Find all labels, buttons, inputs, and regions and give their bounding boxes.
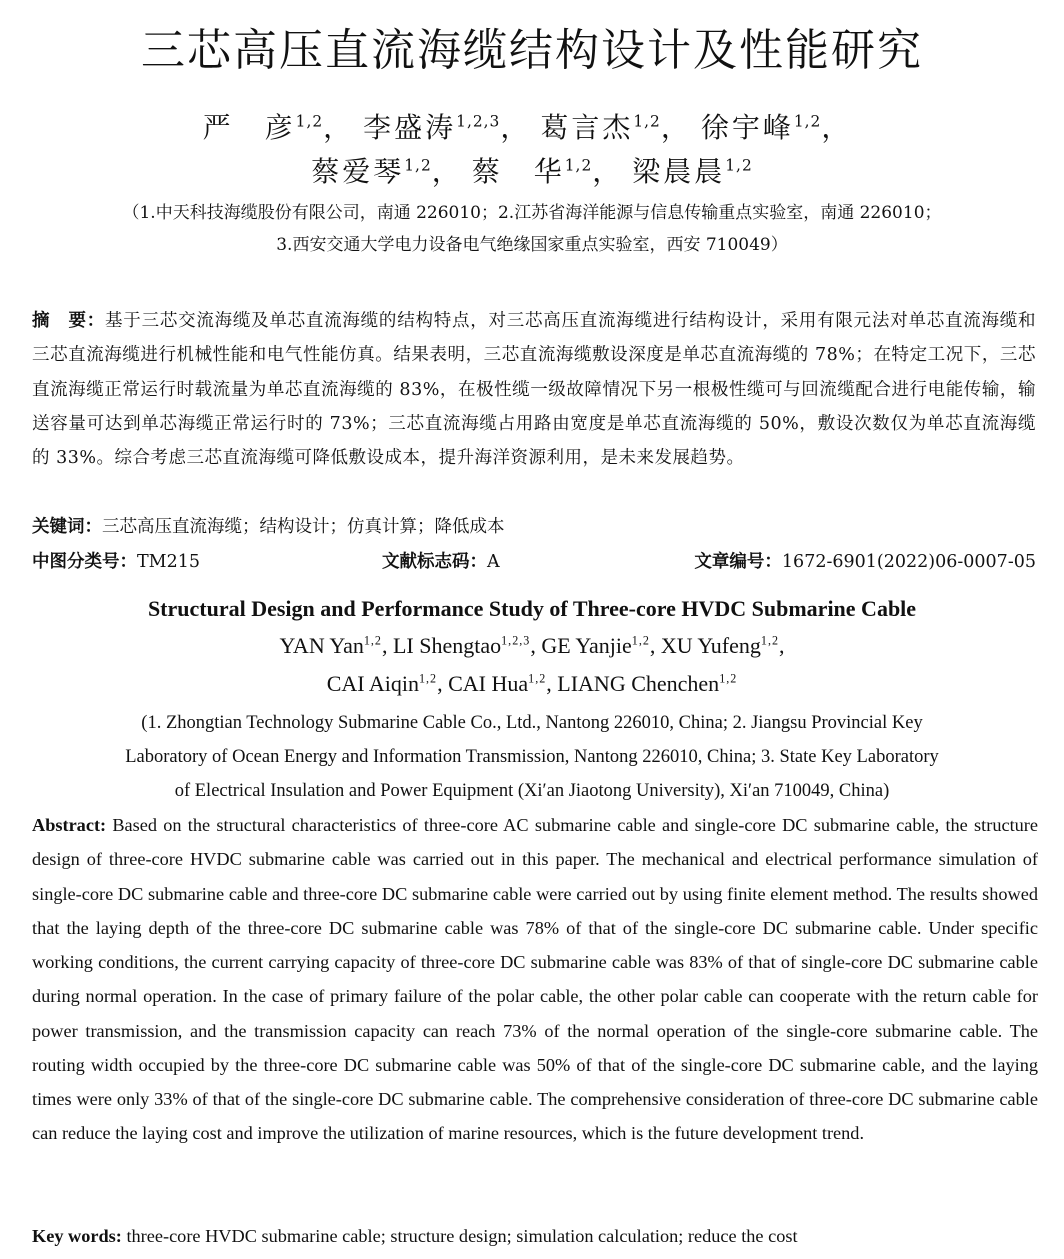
clc-number: 中图分类号：TM215 <box>32 552 200 572</box>
document-code: 文献标志码：A <box>382 552 500 572</box>
en-title: Structural Design and Performance Study of Three-core HVDC Submarine Cable <box>147 596 917 621</box>
cn-classification-row <box>32 545 1036 579</box>
cn-author-4: 徐宇峰$^{1,2}$ <box>700 111 822 144</box>
cn-author-1: 严 彦$^{1,2}$ <box>202 111 324 144</box>
cn-title: 三芯高压直流海缆结构设计及性能研究 <box>141 25 923 76</box>
en-abstract <box>32 808 1038 1151</box>
en-authors-line1: YAN Yan$^{1,2}$, LI Shengtao$^{1,2,3}$, GE Yanjie$^{1,2}$, XU Yufeng$^{1,2}$, <box>279 633 785 658</box>
en-author-3: GE Yanjie$^{1,2}$ <box>541 633 650 658</box>
en-author-4: XU Yufeng$^{1,2}$ <box>660 633 780 658</box>
en-author-2: LI Shengtao$^{1,2,3}$ <box>392 633 531 658</box>
cn-author-5: 蔡爱琴$^{1,2}$ <box>311 155 432 188</box>
en-affiliation-line3: of Electrical Insulation and Power Equipment (Xi′an Jiaotong University), Xi′an 710049, China) <box>174 781 890 801</box>
cn-keywords-text: 三芯高压直流海缆；结构设计；仿真计算；降低成本 <box>102 517 505 537</box>
cn-abstract <box>32 304 1036 475</box>
cn-author-6: 蔡 华$^{1,2}$ <box>471 155 593 188</box>
cn-authors-line1: 严 彦$^{1,2}$， 李盛涛$^{1,2,3}$， 葛言杰$^{1,2}$， 徐宇峰$^{1,2}$， <box>202 111 853 144</box>
en-author-7: LIANG Chenchen$^{1,2}$ <box>557 671 738 696</box>
cn-abstract-text: 基于三芯交流海缆及单芯直流海缆的结构特点，对三芯高压直流海缆进行结构设计，采用有限元法对单芯直流海缆和三芯直流海缆进行机械性能和电气性能仿真。结果表明，三芯直流海缆敷设深度是单芯直流海缆的 78%；在特定工况下，三芯直流海缆正常运行时载流量为单芯直流海缆的 83%，在极性缆一级故障情况下另一根极性缆可与回流缆配合进行电能传输，输送容量可达到单芯海缆正常运行时的 73%；三芯直流海缆占用路由宽度是单芯直流海缆的 50%，敷设次数仅为单芯直流海缆的 33%。综合考虑三芯直流海缆可降低敷设成本，提升海洋资源利用，是未来发展趋势。 <box>32 311 1037 469</box>
cn-author-7: 梁晨晨$^{1,2}$ <box>632 155 753 188</box>
en-author-6: CAI Hua$^{1,2}$ <box>448 671 547 696</box>
cn-author-3: 葛言杰$^{1,2}$ <box>540 111 661 144</box>
en-authors-line2: CAI Aiqin$^{1,2}$, CAI Hua$^{1,2}$, LIANG Chenchen$^{1,2}$ <box>326 671 738 696</box>
cn-keywords-label: 关键词： <box>32 517 102 537</box>
cn-abstract-label: 摘 要： <box>32 311 106 331</box>
cn-author-2: 李盛涛$^{1,2,3}$ <box>363 111 501 144</box>
cn-affiliation-line2: 3.西安交通大学电力设备电气绝缘国家重点实验室，西安 710049） <box>276 235 788 255</box>
en-keywords <box>32 1219 1038 1253</box>
en-author-1: YAN Yan$^{1,2}$ <box>279 633 382 658</box>
cn-keywords <box>32 510 1036 544</box>
cn-affiliation-line1: （1.中天科技海缆股份有限公司，南通 226010；2.江苏省海洋能源与信息传输重点实验室，南通 226010； <box>122 203 942 223</box>
article-number: 文章编号：1672-6901(2022)06-0007-05 <box>694 552 1036 572</box>
en-keywords-text: three-core HVDC submarine cable; structure design; simulation calculation; reduce the cost <box>121 1226 798 1246</box>
en-affiliation-line1: (1. Zhongtian Technology Submarine Cable Co., Ltd., Nantong 226010, China; 2. Jiangsu Provincial Key <box>141 713 923 733</box>
en-keywords-label: Key words: <box>32 1226 122 1246</box>
en-affiliation-line2: Laboratory of Ocean Energy and Information Transmission, Nantong 226010, China; 3. State Key Laboratory <box>125 747 939 767</box>
cn-authors-line2: 蔡爱琴$^{1,2}$， 蔡 华$^{1,2}$， 梁晨晨$^{1,2}$ <box>311 155 753 188</box>
en-abstract-text: Based on the structural characteristics of three-core AC submarine cable and single-core DC submarine cable, the structure design of three-core HVDC submarine cable was carried out in this paper. The mechanical and electrical performance simulation of single-core DC submarine cable and three-core DC submarine cable were carried out by using finite element method. The results showed that the laying depth of the three-core DC submarine cable was 78% of that of the single-core DC submarine cable. Under specific working conditions, the current carrying capacity of three-core DC submarine cable was 83% of that of single-core DC submarine cable during normal operation. In the case of primary failure of the polar cable, the other polar cable can cooperate with the return cable for power transmission, and the transmission capacity can reach 73% of the normal operation of the single-core submarine cable. The routing width occupied by the three-core DC submarine cable was 50% of that of the single-core DC submarine cable, and the laying times were only 33% of that of the single-core DC submarine cable. The comprehensive consideration of three-core DC submarine cable can reduce the laying cost and improve the utilization of marine resources, which is the future development trend. <box>32 815 1038 1144</box>
en-abstract-label: Abstract: <box>32 815 107 835</box>
en-author-5: CAI Aiqin$^{1,2}$ <box>326 671 438 696</box>
